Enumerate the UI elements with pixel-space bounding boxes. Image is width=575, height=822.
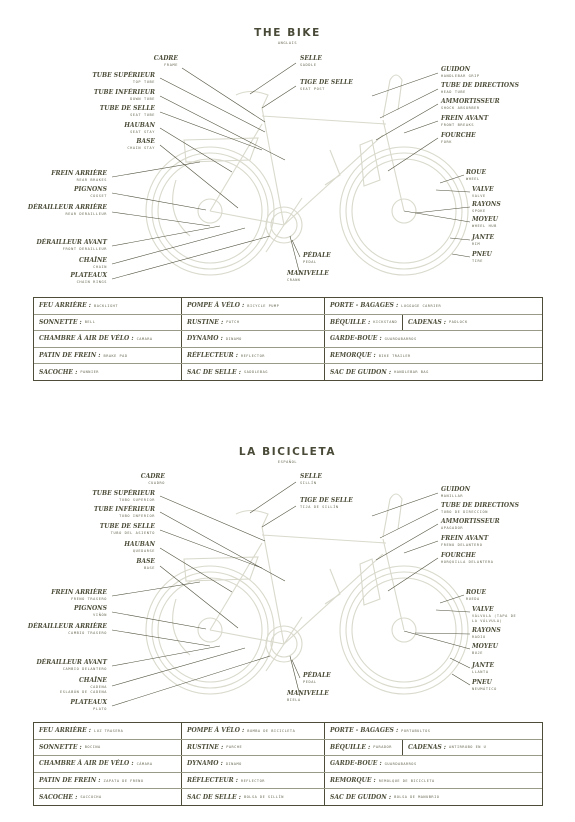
label-tube-de-directions: TUBE DE DIRECTIONS TUBO DE DIRECCIÓN — [441, 502, 519, 514]
leader-lines — [112, 482, 470, 706]
label-derailleur-arriere: DÉRAILLEUR ARRIÈRE CAMBIO TRASERO — [27, 623, 107, 635]
label-cadre: CADRE FRAME — [153, 55, 178, 67]
label-roue: ROUE RUEDA — [466, 589, 487, 601]
label-frein-avant: FREIN AVANT FRENO DELANTERO — [441, 535, 489, 547]
vocabulary-table — [33, 297, 543, 381]
label-selle: SELLE SILLÍN — [300, 473, 322, 485]
label-roue: ROUE WHEEL — [466, 169, 487, 181]
label-tube-inferieur: TUBE INFÉRIEUR TUBO INFERIOR — [93, 506, 155, 518]
label-tube-de-selle: TUBE DE SELLE TUBO DEL ASIENTO — [99, 523, 155, 535]
label-cadre: CADRE CUADRO — [140, 473, 165, 485]
panel-subtitle: ANGLAIS — [277, 41, 298, 45]
label-pignons: PIGNONS COGSET — [74, 186, 107, 198]
panel-subtitle: ESPAÑOL — [277, 460, 298, 464]
label-chaine: CHAÎNE CHAIN — [79, 257, 107, 269]
label-tige-de-selle: TIGE DE SELLE TIJA DE SILLÍN — [300, 497, 353, 509]
label-frein-avant: FREIN AVANT FRONT BREAKS — [441, 115, 489, 127]
table-row: PATIN DE FREIN : ZAPATA DE FRENO RÉFLECTEUR : REFLECTOR REMORQUE : REMOLQUE DE BICICLETA — [34, 773, 542, 790]
label-rayons: RAYONS SPOKE — [472, 201, 501, 213]
panel-title: LA BICICLETA — [238, 446, 337, 458]
label-pneu: PNEU NEUMÁTICO — [472, 679, 497, 691]
label-ammortisseur: AMMORTISSEUR SHOCK ABSORBER — [441, 98, 500, 110]
label-rayons: RAYONS RADIO — [472, 627, 501, 639]
label-valve: VALVE VÁLVULA (TAPA DE LA VÁLVULA) — [472, 606, 517, 623]
label-pedale: PÉDALE PEDAL — [303, 672, 331, 684]
label-tube-superieur: TUBE SUPÉRIEUR TOP TUBE — [92, 72, 155, 84]
label-moyeu: MOYEU BUJE — [472, 643, 498, 655]
label-valve: VALVE VALVE — [472, 186, 494, 198]
label-fourche: FOURCHE HORQUILLA DELANTERA — [441, 552, 494, 564]
label-derailleur-avant: DÉRAILLEUR AVANT CAMBIO DELANTERO — [36, 659, 107, 671]
bike-drawing — [146, 75, 468, 275]
label-hauban: HAUBAN QUEDARSE — [124, 541, 155, 553]
label-tube-inferieur: TUBE INFÉRIEUR DOWN TUBE — [93, 89, 155, 101]
label-guidon: GUIDON MANILLAR — [441, 486, 471, 498]
label-plateaux: PLATEAUX PLATO — [70, 699, 107, 711]
table-row: FEU ARRIÈRE : LUZ TRASERA POMPE À VÉLO : BOMBA DE BICICLETA PORTE - BAGAGES : PORTABULTOS — [34, 723, 542, 740]
label-jante: JANTE LLANTA — [472, 662, 495, 674]
table-row: SACOCHE : SACCOCHA SAC DE SELLE : BOLSA DE SILLÍN SAC DE GUIDON : BOLSA DE MANUBRIO — [34, 789, 542, 805]
label-moyeu: MOYEU WHEEL HUB — [472, 216, 498, 228]
table-row: SONNETTE : BELL RUSTINE : PATCH BÉQUILLE : KICKSTAND CADENAS : PADLOCK — [34, 315, 542, 332]
label-manivelle: MANIVELLE CRANK — [287, 270, 329, 282]
label-ammortisseur: AMMORTISSEUR APAGADOR — [441, 518, 500, 530]
label-pedale: PÉDALE PEDAL — [303, 252, 331, 264]
label-pignons: PIGNONS VIÑÓN — [74, 605, 107, 617]
label-tube-de-selle: TUBE DE SELLE SEAT TUBE — [99, 105, 155, 117]
table-row: SACOCHE : PANNIER SAC DE SELLE : SADDLEBAG SAC DE GUIDON : HANDLEBAR BAG — [34, 364, 542, 380]
label-chaine: CHAÎNE CADENA ESLABÓN DE CADENA — [60, 677, 107, 694]
label-selle: SELLE SADDLE — [300, 55, 322, 67]
leader-lines — [112, 63, 470, 279]
label-jante: JANTE RIM — [472, 234, 495, 246]
table-row: SONNETTE : BOCINA RUSTINE : PARCHE BÉQUILLE : PARADOR CADENAS : ANTIRROBO EN U — [34, 740, 542, 757]
table-row: FEU ARRIÈRE : BACKLIGHT POMPE À VÉLO : BICYCLE PUMP PORTE - BAGAGES : LUGGAGE CARRIER — [34, 298, 542, 315]
table-row: CHAMBRE À AIR DE VÉLO : CÁMARA DYNAMO : DINAMO GARDE-BOUE : GUARDABARROS — [34, 756, 542, 773]
label-fourche: FOURCHE FORK — [441, 132, 476, 144]
panel-spanish — [0, 416, 575, 822]
label-base: BASE BASE — [136, 558, 155, 570]
label-frein-arriere: FREIN ARRIÈRE FRENO TRASERO — [51, 589, 107, 601]
label-guidon: GUIDON HANDLEBAR GRIP — [441, 66, 480, 78]
table-row: CHAMBRE À AIR DE VÉLO : CAMARA DYNAMO : DINAMO GARDE-BOUE : GUARDABARROS — [34, 331, 542, 348]
label-base: BASE CHAIN STAY — [127, 138, 155, 150]
label-frein-arriere: FREIN ARRIÈRE REAR BRAKES — [51, 170, 107, 182]
label-tube-superieur: TUBE SUPÉRIEUR TUBO SUPERIOR — [92, 490, 155, 502]
bike-drawing — [146, 494, 468, 694]
label-tube-de-directions: TUBE DE DIRECTIONS HEAD TUBE — [441, 82, 519, 94]
label-hauban: HAUBAN SEAT STAY — [124, 122, 155, 134]
panel-title: THE BIKE — [254, 27, 321, 39]
label-derailleur-avant: DÉRAILLEUR AVANT FRONT DERAILLEUR — [36, 239, 107, 251]
label-tige-de-selle: TIGE DE SELLE SEAT POST — [300, 79, 353, 91]
label-pneu: PNEU TIRE — [472, 251, 492, 263]
table-row: PATIN DE FREIN : BRAKE PAD RÉFLECTEUR : REFLECTOR REMORQUE : BIKE TRAILER — [34, 348, 542, 365]
label-manivelle: MANIVELLE BIELA — [287, 690, 329, 702]
vocabulary-table — [33, 722, 543, 806]
label-plateaux: PLATEAUX CHAIN RINGS — [70, 272, 107, 284]
label-derailleur-arriere: DÉRAILLEUR ARRIÈRE REAR DERAILLEUR — [27, 204, 107, 216]
